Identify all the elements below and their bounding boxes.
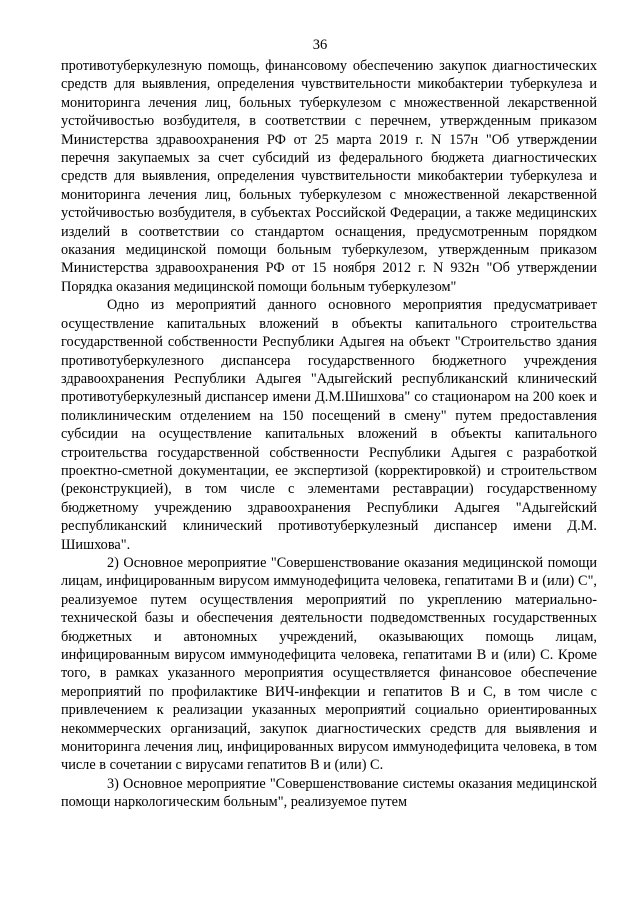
document-body <box>61 57 597 812</box>
paragraph-capital-investments: Одно из мероприятий данного основного мероприятия предусматривает осуществление капитальных вложений в объекты капитального строительства государственной собственности Республики Адыгея на объект "Строительство здания противотуберкулезного диспансера государственного бюджетного учреждения здравоохранения Республики Адыгея "Адыгейский республиканский клинический противотуберкулезный диспансер имени Д.М.Шишхова" со стационаром на 200 коек и поликлиническим отделением на 150 посещений в смену" путем предоставления субсидии на осуществление капитальных вложений в объекты капитального строительства государственной собственности Республики Адыгея с разработкой проектно-сметной документации, ее экспертизой (корректировкой) и строительством (реконструкцией), в том числе с элементами реставрации) государственному бюджетному учреждению здравоохранения Республики Адыгея "Адыгейский республиканский клинический противотуберкулезный диспансер имени Д.М. Шишхова". <box>61 297 597 553</box>
page-number: 36 <box>312 37 328 53</box>
paragraph-continuation: противотуберкулезную помощь, финансовому обеспечению закупок диагностических средств для выявления, определения чувствительности микобактерии туберкулеза и мониторинга лечения лиц, больных туберкулезом с множественной лекарственной устойчивостью возбудителя, в соответствии с перечнем, утвержденным приказом Министерства здравоохранения РФ от 25 марта 2019 г. N 157н "Об утверждении перечня закупаемых за счет субсидий из федерального бюджета диагностических средств для выявления, определения чувствительности микобактерии туберкулеза и мониторинга лечения лиц, больных туберкулезом с множественной лекарственной устойчивостью возбудителя, в субъектах Российской Федерации, а также медицинских изделий в соответствии со стандартом оснащения, предусмотренным порядком оказания медицинской помощи больным туберкулезом, утвержденным приказом Министерства здравоохранения РФ от 15 ноября 2012 г. N 932н "Об утверждении Порядка оказания медицинской помощи больным туберкулезом" <box>61 58 597 295</box>
paragraph-activity-2: 2) Основное мероприятие "Совершенствование оказания медицинской помощи лицам, инфицированным вирусом иммунодефицита человека, гепатитами В и (или) С", реализуемое путем осуществления мероприятий по укреплению материально-технической базы и обеспечения деятельности подведомственных государственных бюджетных и автономных учреждений, оказывающих помощь лицам, инфицированным вирусом иммунодефицита человека, гепатитами В и (или) С. Кроме того, в рамках указанного мероприятия осуществляется финансовое обеспечение мероприятий по профилактике ВИЧ-инфекции и гепатитов В и С, в том числе с привлечением к реализации указанных мероприятий социально ориентированных некоммерческих организаций, закупок диагностических средств для выявления и мониторинга лечения лиц, инфицированных вирусом иммунодефицита человека, в том числе в сочетании с вирусами гепатитов В и (или) С. <box>61 554 597 774</box>
paragraph-activity-3: 3) Основное мероприятие "Совершенствование системы оказания медицинской помощи наркологическим больным", реализуемое путем <box>61 775 597 811</box>
